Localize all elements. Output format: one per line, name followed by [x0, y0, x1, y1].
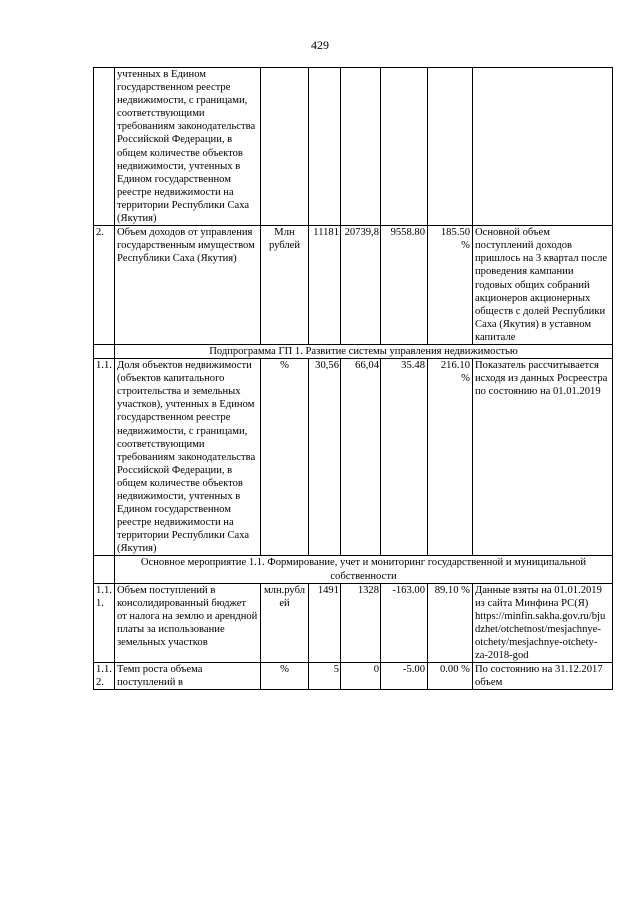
- deviation-value: [381, 68, 428, 226]
- row-number: 1.1.1.: [94, 583, 115, 663]
- indicator-name: Объем поступлений в консолидированный бюджет от налога на землю и арендной платы за использование земельных участков: [115, 583, 261, 663]
- table-row: [94, 226, 613, 345]
- comment-cell: Показатель рассчитывается исходя из данных Росреестра по состоянию на 01.01.2019: [473, 359, 613, 556]
- unit-cell: %: [261, 359, 309, 556]
- actual-value: 1328: [341, 583, 381, 663]
- indicators-table: [93, 67, 613, 690]
- section-row: [94, 344, 613, 358]
- deviation-value: -5.00: [381, 663, 428, 690]
- indicator-name: учтенных в Едином государственном реестре недвижимости, с границами, соответствующими требованиям законодательства Российской Федерации, в общем количестве объектов недвижимости, учтенных в Едином государственном реестре недвижимости на территории Республики Саха (Якутия): [115, 68, 261, 226]
- actual-value: 0: [341, 663, 381, 690]
- plan-value: 1491: [309, 583, 341, 663]
- section-number-cell: [94, 556, 115, 583]
- deviation-value: -163.00: [381, 583, 428, 663]
- completion-percent: 185.50 %: [428, 226, 473, 345]
- comment-cell: Основной объем поступлений доходов пришлось на 3 квартал после проведения кампании годовых общих собраний акционеров акционерных обществ с долей Республики Саха (Якутия) в уставном капитале: [473, 226, 613, 345]
- unit-cell: Млн рублей: [261, 226, 309, 345]
- row-number: [94, 68, 115, 226]
- actual-value: 20739,8: [341, 226, 381, 345]
- indicator-name: Доля объектов недвижимости (объектов капитального строительства и земельных участков), учтенных в Едином государственном реестре недвижимости, с границами, соответствующими требованиям законодательства Российской Федерации, в общем количестве объектов недвижимости, учтенных в Едином государственном реестре недвижимости на территории Республики Саха (Якутия): [115, 359, 261, 556]
- comment-cell: [473, 68, 613, 226]
- comment-cell: По состоянию на 31.12.2017 объем: [473, 663, 613, 690]
- indicator-name: Темп роста объема поступлений в: [115, 663, 261, 690]
- table-row: [94, 359, 613, 556]
- row-number: 1.1.: [94, 359, 115, 556]
- plan-value: 11181: [309, 226, 341, 345]
- section-row: [94, 556, 613, 583]
- completion-percent: [428, 68, 473, 226]
- deviation-value: 9558.80: [381, 226, 428, 345]
- table-row: [94, 663, 613, 690]
- unit-cell: [261, 68, 309, 226]
- page-number: 429: [311, 38, 329, 52]
- plan-value: 5: [309, 663, 341, 690]
- indicator-name: Объем доходов от управления государственным имуществом Республики Саха (Якутия): [115, 226, 261, 345]
- section-title: Основное мероприятие 1.1. Формирование, учет и мониторинг государственной и муниципальной собственности: [115, 556, 613, 583]
- completion-percent: 89.10 %: [428, 583, 473, 663]
- unit-cell: %: [261, 663, 309, 690]
- plan-value: [309, 68, 341, 226]
- completion-percent: 216.10 %: [428, 359, 473, 556]
- row-number: 2.: [94, 226, 115, 345]
- row-number: 1.1.2.: [94, 663, 115, 690]
- table-row: [94, 68, 613, 226]
- table-row: [94, 583, 613, 663]
- deviation-value: 35.48: [381, 359, 428, 556]
- section-title: Подпрограмма ГП 1. Развитие системы управления недвижимостью: [115, 344, 613, 358]
- actual-value: [341, 68, 381, 226]
- plan-value: 30,56: [309, 359, 341, 556]
- comment-cell: Данные взяты на 01.01.2019 из сайта Минфина РС(Я) https://minfin.sakha.gov.ru/bjudzhet/otchetnost/mesjachnye-otchety/mesjachnye-otchety-za-2018-god: [473, 583, 613, 663]
- completion-percent: 0.00 %: [428, 663, 473, 690]
- actual-value: 66,04: [341, 359, 381, 556]
- section-number-cell: [94, 344, 115, 358]
- unit-cell: млн.рублей: [261, 583, 309, 663]
